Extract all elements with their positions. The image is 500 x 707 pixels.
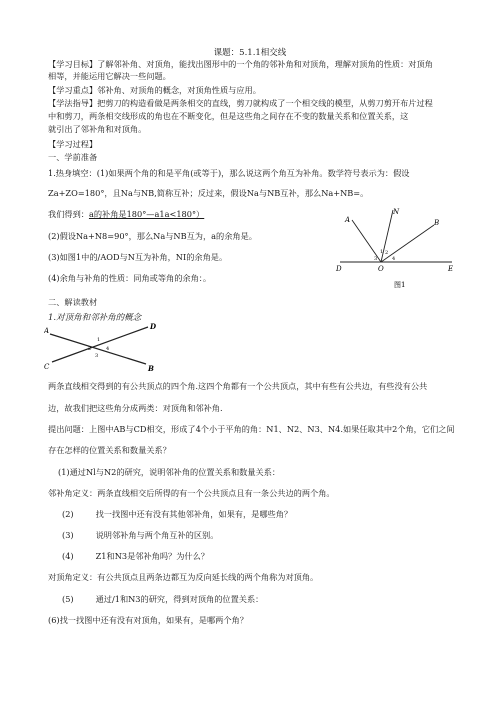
question-4: (4)余角与补角的性质：同角或等角的余角：。 [48, 273, 212, 283]
figure-1-diagram [330, 205, 460, 300]
fig1-angle-4: 4 [392, 256, 396, 262]
fig2-label-c: C [44, 363, 50, 371]
fig2-label-d: D [150, 322, 157, 331]
learning-objective-line-2: 相等，并能运用它解决一些问题。 [48, 71, 171, 81]
lesson-title: 课题：5.1.1相交线 [213, 48, 287, 58]
fig1-label-n: N [393, 208, 400, 216]
paragraph-1-line-b: 边，故我们把这些角分成两类：对顶角和邻补角. [48, 403, 223, 413]
fig1-label-a: A [345, 216, 351, 224]
fig1-label-o: O [378, 265, 384, 273]
vertical-angle-definition: 对顶角定义：有公共顶点且两条边都互为反向延长线的两个角称为对顶角。 [48, 572, 319, 582]
fig1-label-b: B [434, 219, 440, 227]
section-2-heading: 二、解读教材 [48, 297, 98, 307]
fig2-angle-4: 4 [106, 346, 110, 352]
fig2-angle-3: 3 [95, 353, 99, 359]
figure-2-diagram [44, 320, 164, 372]
paragraph-2-line-a: 提出问题：上图中AB与CD相交，形成了4个小于平角的角：N1、N2、N3、N4.如果任取其中2个角，它们之间 [48, 424, 455, 434]
section-2-subheading: 1.对顶角和邻补角的概念 [48, 313, 142, 323]
question-2: (2)假设Na+N8=90°，那么Na与NB互为，a的余角是。 [48, 231, 257, 241]
fig2-label-a: A [44, 327, 50, 335]
fig1-label-e: E [448, 265, 454, 273]
item-3-text: 说明邻补角与两个角互补的区别。 [95, 530, 219, 540]
study-item-3 [62, 530, 470, 541]
item-3-number: (3) [62, 530, 74, 540]
study-item-2 [62, 509, 470, 520]
paragraph-1-line-a: 两条直线相交得到的有公共顶点的四个角.这四个角都有一个公共顶点，其中有些有公共边，有些没有公共 [48, 381, 428, 391]
study-guide-line-2: 中和剪刀，两条相交线形成的角也在不断变化，但是这些角之间存在不变的数量关系和位置关系，这 [48, 111, 409, 121]
paragraph-2-line-b: 存在怎样的位置关系和数量关系？ [48, 445, 171, 455]
question-3: (3)如图1中的/AOD与N互为补角，NI的余角是。 [48, 252, 228, 262]
adjacent-angle-definition: 邻补角定义：两条直线相交后所得的有一个公共顶点且有一条公共边的两个角。 [48, 488, 335, 498]
item-4-text: Z1和N3是邻补角吗？为什么？ [95, 551, 209, 561]
learning-objective-line-1: 【学习目标】了解邻补角、对顶角，能找出图形中的一个角的邻补角和对顶角，理解对顶角的性质：对顶角 [48, 59, 433, 69]
fig1-angle-2: 2 [385, 250, 389, 256]
key-points-line: 【学习重点】邻补角、对顶角的概念，对顶角性质与应用。 [48, 85, 261, 95]
fig2-label-b: B [148, 364, 154, 372]
section-1-heading: 一、学前准备 [48, 152, 98, 162]
fig1-label-d: D [336, 265, 342, 273]
fig1-angle-1: 1 [380, 249, 384, 255]
item-5-text: 通过/1和N3的研究，得到对顶角的位置关系： [95, 594, 264, 604]
figure-1-caption: 图1 [394, 281, 406, 289]
question-1-line-b: Za+ZO=180°，且Na与NB,简称互补；反过来，假设Na与NB互补，那么Na+NB=。 [48, 188, 369, 198]
study-item-6: (6)找一找图中还有没有对顶角，如果有，是哪两个角？ [48, 615, 248, 625]
study-item-4 [62, 551, 470, 562]
study-item-5 [62, 594, 470, 605]
conclusion-prefix: 我们得到： [48, 209, 89, 219]
question-1-conclusion [48, 209, 308, 220]
item-5-number: (5) [62, 594, 74, 604]
study-guide-line-3: 就引出了邻补角和对顶角。 [48, 124, 147, 134]
study-guide-line-1: 【学法指导】把剪刀的构造看做是两条相交的直线，剪刀就构成了一个相交线的模型，从剪刀剪开布片过程 [48, 98, 433, 108]
learning-process-heading: 【学习过程】 [48, 139, 98, 149]
study-item-1: (1)通过Nl与N2的研究，说明邻补角的位置关系和数量关系： [58, 467, 281, 477]
item-2-number: (2) [62, 509, 74, 519]
question-1-line-a: 1.热身填空：(1)如果两个角的和是平角(或等于)，那么说这两个角互为补角。数学符号表示为：假设 [48, 168, 410, 178]
item-4-number: (4) [62, 551, 74, 561]
fig2-angle-1: 1 [97, 337, 101, 343]
fig1-angle-3: 3 [374, 256, 378, 262]
item-2-text: 找一找图中还有没有其他邻补角，如果有，是哪些角？ [95, 509, 293, 519]
fig2-angle-2: 2 [88, 346, 92, 352]
conclusion-formula: a的补角是180°—a1a<180°） [88, 209, 205, 219]
